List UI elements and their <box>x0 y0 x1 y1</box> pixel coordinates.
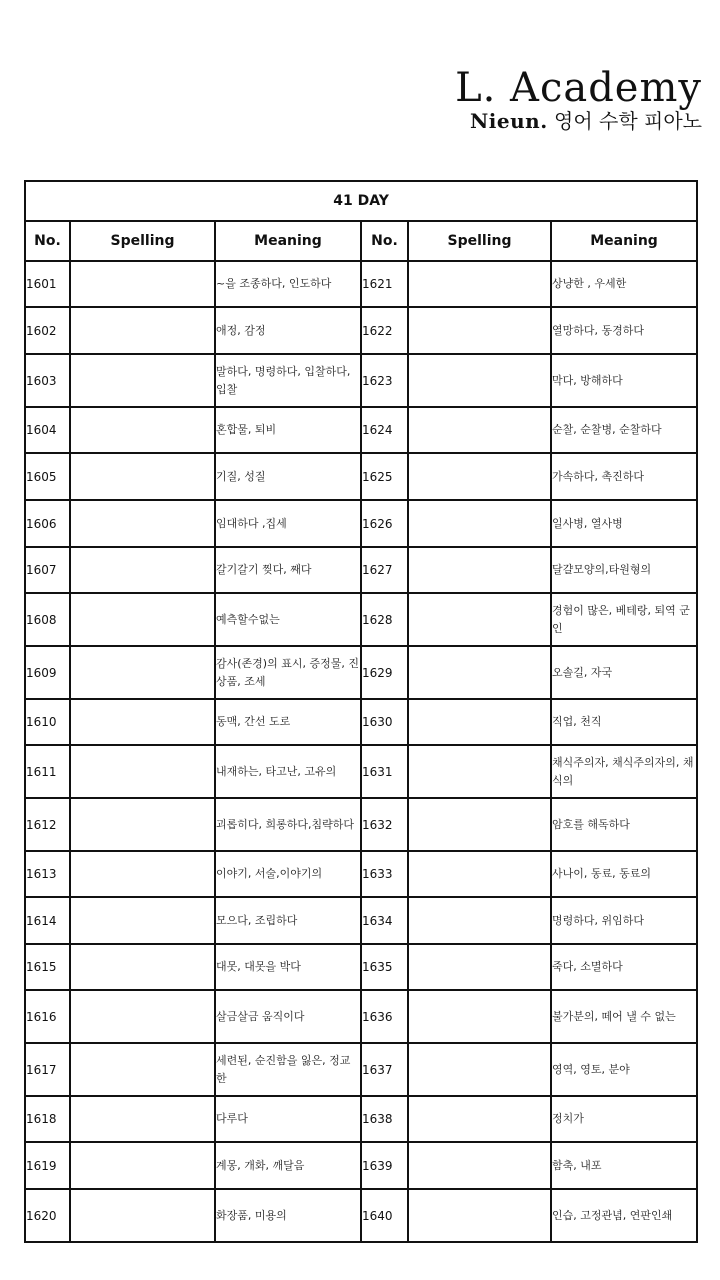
table-row <box>25 547 697 593</box>
right-spelling-cell[interactable] <box>408 547 551 593</box>
table-row <box>25 699 697 745</box>
right-no-cell: 1626 <box>361 500 408 547</box>
left-meaning-cell: 살금살금 움직이다 <box>215 990 361 1043</box>
left-spelling-cell[interactable] <box>70 261 215 307</box>
left-meaning-cell: 이야기, 서술,이야기의 <box>215 851 361 897</box>
left-spelling-cell[interactable] <box>70 944 215 990</box>
left-spelling-cell[interactable] <box>70 407 215 453</box>
right-meaning-cell: 영역, 영토, 분야 <box>551 1043 697 1096</box>
left-no-cell: 1614 <box>25 897 70 944</box>
right-spelling-cell[interactable] <box>408 593 551 646</box>
left-no-cell: 1617 <box>25 1043 70 1096</box>
right-meaning-cell: 오솔길, 자국 <box>551 646 697 699</box>
right-spelling-cell[interactable] <box>408 1096 551 1142</box>
header-spelling-right: Spelling <box>408 221 551 261</box>
left-meaning-cell: 화장품, 미용의 <box>215 1189 361 1242</box>
left-meaning-cell: 기질, 성질 <box>215 453 361 500</box>
right-no-cell: 1634 <box>361 897 408 944</box>
right-meaning-cell: 채식주의자, 채식주의자의, 채식의 <box>551 745 697 798</box>
header-meaning-right: Meaning <box>551 221 697 261</box>
right-spelling-cell[interactable] <box>408 699 551 745</box>
table-row <box>25 646 697 699</box>
left-meaning-cell: 괴롭히다, 희롱하다,침략하다 <box>215 798 361 851</box>
right-no-cell: 1637 <box>361 1043 408 1096</box>
left-spelling-cell[interactable] <box>70 354 215 407</box>
table-row <box>25 798 697 851</box>
right-meaning-cell: 상냥한 , 우세한 <box>551 261 697 307</box>
left-meaning-cell: 다루다 <box>215 1096 361 1142</box>
right-no-cell: 1636 <box>361 990 408 1043</box>
right-meaning-cell: 사나이, 동료, 동료의 <box>551 851 697 897</box>
right-meaning-cell: 막다, 방해하다 <box>551 354 697 407</box>
table-row <box>25 1096 697 1142</box>
left-no-cell: 1611 <box>25 745 70 798</box>
table-row <box>25 944 697 990</box>
left-meaning-cell: 감사(존경)의 표시, 증정물, 진상품, 조세 <box>215 646 361 699</box>
left-no-cell: 1603 <box>25 354 70 407</box>
right-meaning-cell: 경험이 많은, 베테랑, 퇴역 군인 <box>551 593 697 646</box>
right-spelling-cell[interactable] <box>408 407 551 453</box>
right-spelling-cell[interactable] <box>408 261 551 307</box>
right-spelling-cell[interactable] <box>408 990 551 1043</box>
left-no-cell: 1616 <box>25 990 70 1043</box>
left-no-cell: 1619 <box>25 1142 70 1189</box>
table-row <box>25 990 697 1043</box>
table-row <box>25 500 697 547</box>
left-no-cell: 1604 <box>25 407 70 453</box>
left-no-cell: 1618 <box>25 1096 70 1142</box>
right-spelling-cell[interactable] <box>408 745 551 798</box>
table-title: 41 DAY <box>25 181 697 221</box>
left-spelling-cell[interactable] <box>70 453 215 500</box>
left-no-cell: 1605 <box>25 453 70 500</box>
left-no-cell: 1609 <box>25 646 70 699</box>
header-row <box>25 221 697 261</box>
table-row <box>25 1142 697 1189</box>
right-spelling-cell[interactable] <box>408 851 551 897</box>
vocab-body <box>25 261 697 1242</box>
left-no-cell: 1606 <box>25 500 70 547</box>
right-spelling-cell[interactable] <box>408 646 551 699</box>
table-row <box>25 1189 697 1242</box>
header-no-left: No. <box>25 221 70 261</box>
left-spelling-cell[interactable] <box>70 699 215 745</box>
brand-title: L. Academy <box>455 65 702 111</box>
left-no-cell: 1602 <box>25 307 70 354</box>
left-meaning-cell: 세련된, 순진함을 잃은, 정교한 <box>215 1043 361 1096</box>
brand-subtitle-ko: 영어 수학 피아노 <box>554 109 702 133</box>
right-spelling-cell[interactable] <box>408 944 551 990</box>
left-no-cell: 1615 <box>25 944 70 990</box>
table-row <box>25 307 697 354</box>
right-meaning-cell: 죽다, 소멸하다 <box>551 944 697 990</box>
right-no-cell: 1628 <box>361 593 408 646</box>
brand-subtitle-en: Nieun. <box>470 109 548 133</box>
right-meaning-cell: 직업, 천직 <box>551 699 697 745</box>
right-spelling-cell[interactable] <box>408 453 551 500</box>
right-no-cell: 1638 <box>361 1096 408 1142</box>
right-no-cell: 1627 <box>361 547 408 593</box>
right-no-cell: 1624 <box>361 407 408 453</box>
table-row <box>25 354 697 407</box>
right-no-cell: 1623 <box>361 354 408 407</box>
left-meaning-cell: 혼합물, 퇴비 <box>215 407 361 453</box>
header-no-right: No. <box>361 221 408 261</box>
brand-subtitle <box>455 108 702 134</box>
right-spelling-cell[interactable] <box>408 897 551 944</box>
right-spelling-cell[interactable] <box>408 1142 551 1189</box>
right-spelling-cell[interactable] <box>408 354 551 407</box>
right-no-cell: 1630 <box>361 699 408 745</box>
table-row <box>25 1043 697 1096</box>
left-spelling-cell[interactable] <box>70 745 215 798</box>
right-no-cell: 1625 <box>361 453 408 500</box>
right-meaning-cell: 명령하다, 위임하다 <box>551 897 697 944</box>
right-no-cell: 1622 <box>361 307 408 354</box>
right-meaning-cell: 정치가 <box>551 1096 697 1142</box>
right-no-cell: 1639 <box>361 1142 408 1189</box>
right-no-cell: 1633 <box>361 851 408 897</box>
left-spelling-cell[interactable] <box>70 990 215 1043</box>
left-meaning-cell: 내재하는, 타고난, 고유의 <box>215 745 361 798</box>
left-no-cell: 1620 <box>25 1189 70 1242</box>
right-meaning-cell: 인습, 고정관념, 연판인쇄 <box>551 1189 697 1242</box>
left-no-cell: 1608 <box>25 593 70 646</box>
left-spelling-cell[interactable] <box>70 1043 215 1096</box>
left-spelling-cell[interactable] <box>70 547 215 593</box>
right-no-cell: 1632 <box>361 798 408 851</box>
left-spelling-cell[interactable] <box>70 1096 215 1142</box>
right-meaning-cell: 달걀모양의,타원형의 <box>551 547 697 593</box>
vocab-table <box>24 180 698 1243</box>
table-row <box>25 261 697 307</box>
left-no-cell: 1613 <box>25 851 70 897</box>
right-no-cell: 1640 <box>361 1189 408 1242</box>
right-no-cell: 1629 <box>361 646 408 699</box>
right-meaning-cell: 순찰, 순찰병, 순찰하다 <box>551 407 697 453</box>
right-spelling-cell[interactable] <box>408 500 551 547</box>
right-meaning-cell: 일사병, 열사병 <box>551 500 697 547</box>
right-no-cell: 1631 <box>361 745 408 798</box>
left-no-cell: 1612 <box>25 798 70 851</box>
right-spelling-cell[interactable] <box>408 1189 551 1242</box>
table-row <box>25 593 697 646</box>
left-meaning-cell: 예측할수없는 <box>215 593 361 646</box>
table-row <box>25 453 697 500</box>
left-spelling-cell[interactable] <box>70 500 215 547</box>
header-meaning-left: Meaning <box>215 221 361 261</box>
brand-logo <box>455 66 702 134</box>
left-meaning-cell: 대못, 대못을 박다 <box>215 944 361 990</box>
right-spelling-cell[interactable] <box>408 798 551 851</box>
right-meaning-cell: 불가분의, 떼어 낼 수 없는 <box>551 990 697 1043</box>
left-spelling-cell[interactable] <box>70 897 215 944</box>
left-no-cell: 1607 <box>25 547 70 593</box>
left-meaning-cell: 갈기갈기 찢다, 째다 <box>215 547 361 593</box>
left-meaning-cell: 임대하다 ,집세 <box>215 500 361 547</box>
left-spelling-cell[interactable] <box>70 851 215 897</box>
left-meaning-cell: 말하다, 명령하다, 입찰하다, 입찰 <box>215 354 361 407</box>
left-spelling-cell[interactable] <box>70 646 215 699</box>
left-meaning-cell: 동맥, 간선 도로 <box>215 699 361 745</box>
left-spelling-cell[interactable] <box>70 798 215 851</box>
right-meaning-cell: 가속하다, 촉진하다 <box>551 453 697 500</box>
table-row <box>25 407 697 453</box>
right-no-cell: 1621 <box>361 261 408 307</box>
left-spelling-cell[interactable] <box>70 1189 215 1242</box>
table-row <box>25 745 697 798</box>
right-meaning-cell: 암호를 해독하다 <box>551 798 697 851</box>
table-row <box>25 851 697 897</box>
left-meaning-cell: 모으다, 조립하다 <box>215 897 361 944</box>
table-row <box>25 897 697 944</box>
left-no-cell: 1601 <box>25 261 70 307</box>
left-meaning-cell: 애정, 감정 <box>215 307 361 354</box>
left-meaning-cell: 계몽, 개화, 깨달음 <box>215 1142 361 1189</box>
right-spelling-cell[interactable] <box>408 307 551 354</box>
right-spelling-cell[interactable] <box>408 1043 551 1096</box>
right-no-cell: 1635 <box>361 944 408 990</box>
right-meaning-cell: 열망하다, 동경하다 <box>551 307 697 354</box>
left-spelling-cell[interactable] <box>70 593 215 646</box>
left-spelling-cell[interactable] <box>70 1142 215 1189</box>
right-meaning-cell: 함축, 내포 <box>551 1142 697 1189</box>
left-spelling-cell[interactable] <box>70 307 215 354</box>
header-spelling-left: Spelling <box>70 221 215 261</box>
left-no-cell: 1610 <box>25 699 70 745</box>
left-meaning-cell: ~을 조종하다, 인도하다 <box>215 261 361 307</box>
